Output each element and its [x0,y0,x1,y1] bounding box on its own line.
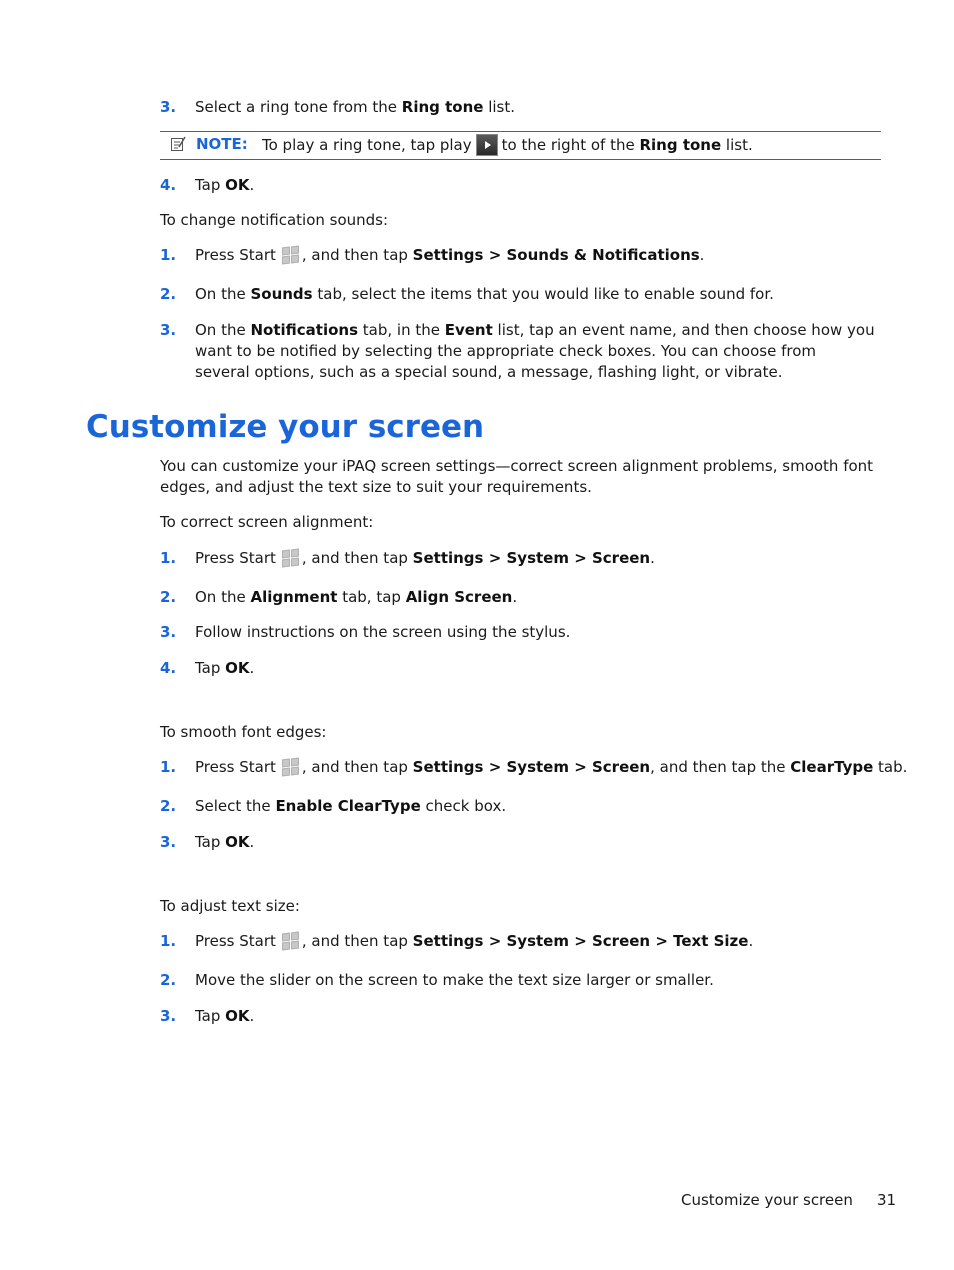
step-text: tab, select the items that you would like to enable sound for. [312,285,774,303]
step-text: . [650,549,655,567]
cleartype-step-1 [195,757,907,778]
step-bold: Ring tone [401,98,484,116]
step-bold: OK [225,176,250,194]
step-text: Press Start [195,758,276,776]
step-number: 1. [160,932,177,950]
step-bold: OK [225,659,250,677]
step-bold: Notifications [250,321,358,339]
step-text: Tap [195,833,226,851]
windows-start-icon [280,757,300,777]
step-text: . [249,659,255,677]
step-bold: Event [444,321,493,339]
step-text: Select the [195,797,276,815]
step-bold: OK [225,1007,250,1025]
step-bold: Alignment [250,588,338,606]
alignment-step-1 [195,548,655,569]
step-text: Tap [195,659,226,677]
step-number: 1. [160,246,177,264]
note-text-part: To play a ring tone, tap play [262,136,472,154]
step-bold: OK [225,833,250,851]
step-bold: Align Screen [405,588,513,606]
step-text: . [249,833,255,851]
note-icon [170,136,186,152]
step-text: Tap [195,176,226,194]
windows-start-icon [280,931,300,951]
step-number: 3. [160,833,177,851]
ringtone-step-3 [195,97,515,118]
step-text: Press Start [195,246,276,264]
cleartype-step-2 [195,796,506,817]
note-text [262,134,753,156]
step-text: Select a ring tone from the [195,98,402,116]
step-bold: Settings > System > Screen [412,758,651,776]
play-icon [476,134,498,156]
step-number: 2. [160,588,177,606]
step-bold: Settings > Sounds & Notifications [412,246,700,264]
note-box [160,131,881,160]
step-text: tab. [873,758,908,776]
note-label: NOTE: [196,135,248,153]
step-text: tab, tap [337,588,406,606]
step-number: 3. [160,321,177,339]
step-number: 2. [160,285,177,303]
alignment-step-3: Follow instructions on the screen using the stylus. [195,623,571,641]
step-text: , and then tap [301,549,413,567]
step-text: check box. [420,797,507,815]
textsize-step-3 [195,1006,254,1027]
step-text: , and then tap [301,932,413,950]
textsize-step-2: Move the slider on the screen to make the text size larger or smaller. [195,971,714,989]
step-number: 3. [160,1007,177,1025]
page-number: 31 [877,1191,897,1209]
step-bold: Enable ClearType [275,797,421,815]
note-text-part: list. [721,136,753,154]
notification-step-1 [195,245,704,266]
alignment-step-2 [195,587,517,608]
step-text: Press Start [195,549,276,567]
step-text: , and then tap the [650,758,791,776]
step-bold: Settings > System > Screen [412,549,651,567]
step-text: , and then tap [301,758,413,776]
note-bold: Ring tone [639,136,722,154]
step-bold: Sounds [250,285,313,303]
textsize-step-1 [195,931,753,952]
step-text: list. [483,98,516,116]
step-text: On the [195,321,251,339]
step-text: tab, in the [358,321,445,339]
step-number: 4. [160,659,177,677]
textsize-intro: To adjust text size: [160,897,300,915]
alignment-intro: To correct screen alignment: [160,513,374,531]
step-number: 1. [160,758,177,776]
step-number: 3. [160,98,177,116]
step-text: . [249,176,255,194]
step-number: 3. [160,623,177,641]
notification-step-2 [195,284,774,305]
step-bold: Settings > System > Screen > Text Size [412,932,749,950]
step-number: 2. [160,797,177,815]
section-intro: You can customize your iPAQ screen settings—correct screen alignment problems, smooth font edges, and adjust the text size to suit your requirements. [160,457,874,496]
footer-title: Customize your screen [681,1191,853,1209]
alignment-step-4 [195,658,254,679]
cleartype-intro: To smooth font edges: [160,723,327,741]
step-number: 4. [160,176,177,194]
section-heading: Customize your screen [86,409,485,445]
windows-start-icon [280,548,300,568]
step-text: . [699,246,705,264]
step-text: list, tap an event name, and then choose how you want to be notified by selecting the appropriate check boxes. You can choose from several options, such as a special sound, a message, flashing light, or vibrate. [195,321,875,381]
step-text: Press Start [195,932,276,950]
step-text: . [249,1007,255,1025]
step-number: 1. [160,549,177,567]
step-text: , and then tap [301,246,413,264]
cleartype-step-3 [195,832,254,853]
step-text: Tap [195,1007,226,1025]
step-bold: ClearType [790,758,874,776]
notification-intro: To change notification sounds: [160,211,389,229]
ringtone-step-4 [195,175,254,196]
step-text: . [512,588,518,606]
step-number: 2. [160,971,177,989]
step-text: On the [195,588,251,606]
step-text: On the [195,285,251,303]
notification-step-3 [195,320,875,383]
step-text: . [748,932,754,950]
note-text-part: to the right of the [501,136,640,154]
windows-start-icon [280,245,300,265]
